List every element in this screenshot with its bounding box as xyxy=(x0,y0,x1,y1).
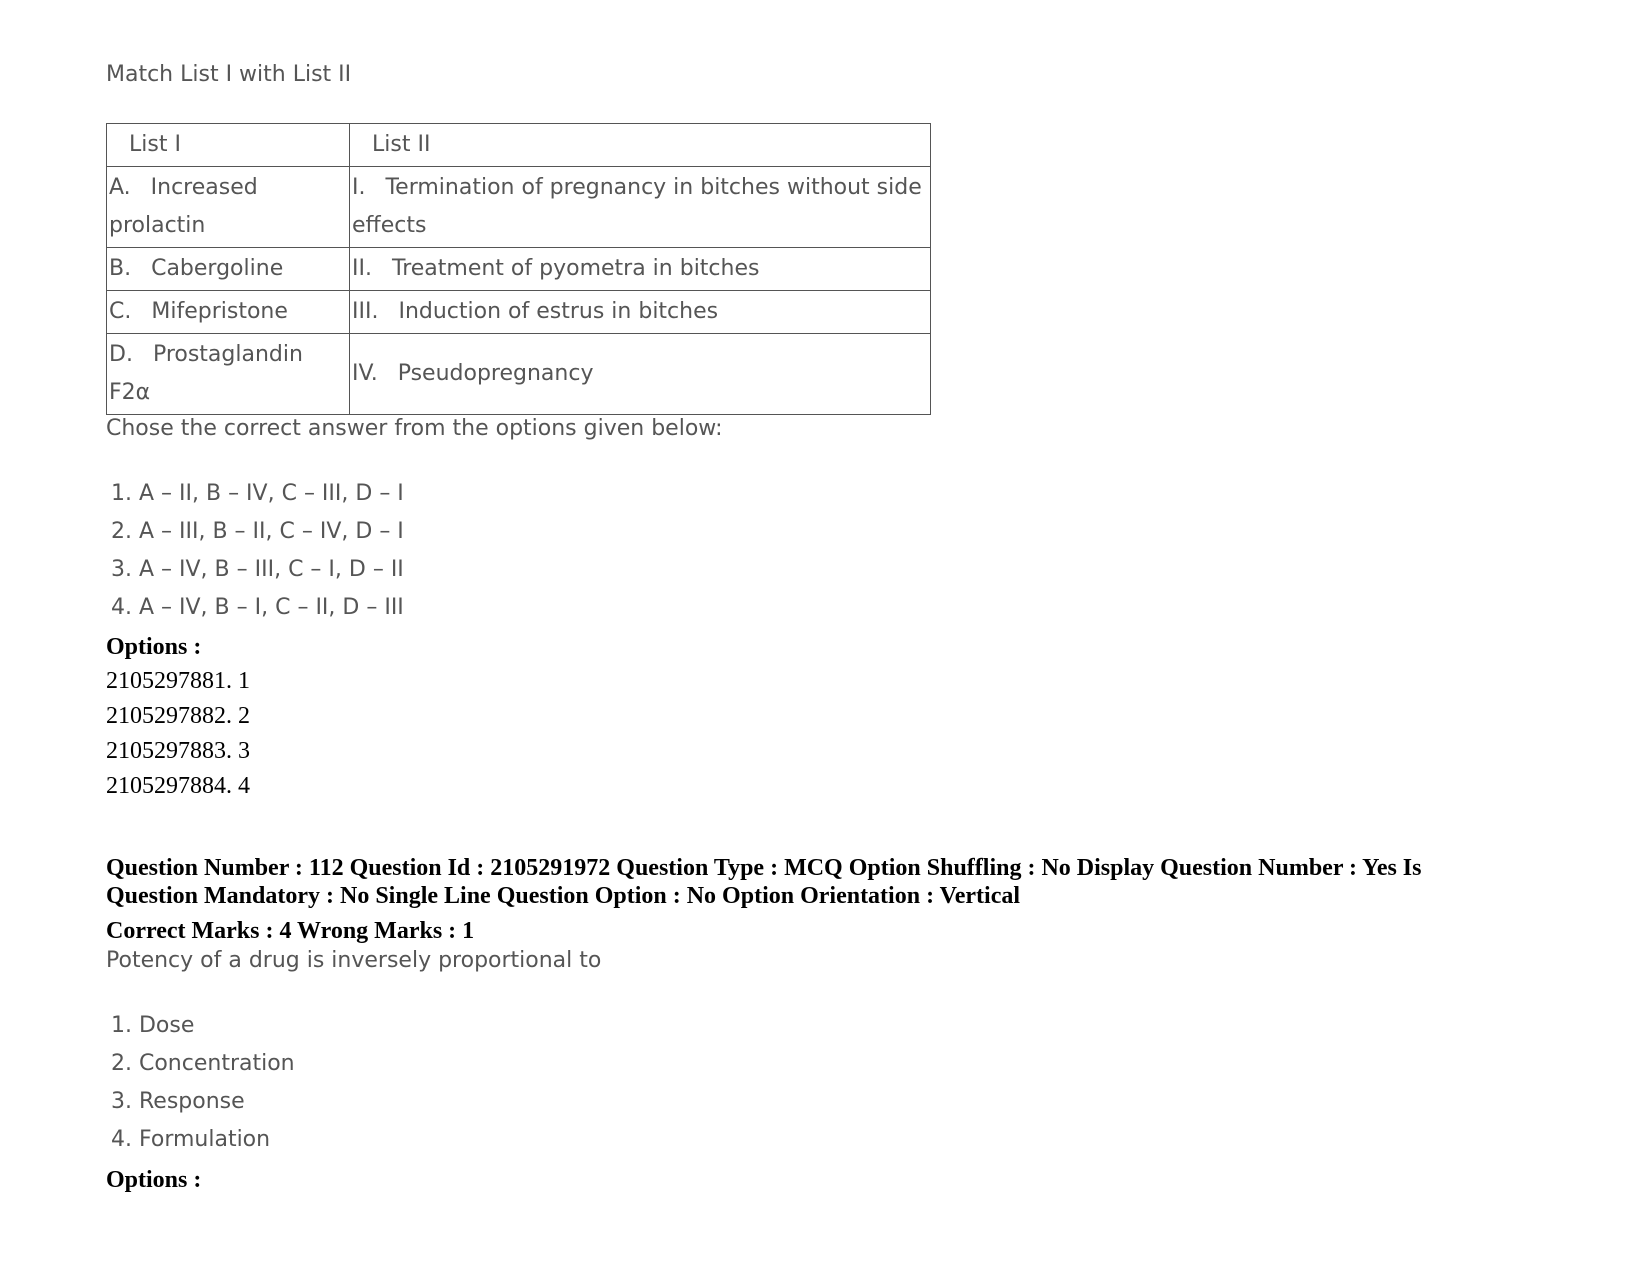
item-label: B. xyxy=(109,256,132,281)
item-text: Pseudopregnancy xyxy=(397,361,594,386)
list-1-cell xyxy=(107,248,350,291)
item-text: Mifepristone xyxy=(151,299,288,324)
list-2-cell xyxy=(350,167,931,248)
question-intro: Match List I with List II xyxy=(106,62,352,87)
item-label: C. xyxy=(109,299,132,324)
options-heading: Options : xyxy=(106,1167,202,1193)
list-item: 4. A – IV, B – I, C – II, D – III xyxy=(111,595,404,620)
table-row xyxy=(107,167,931,248)
header-list-2: List II xyxy=(350,124,931,167)
item-label: I. xyxy=(352,175,366,200)
list-2-cell xyxy=(350,291,931,334)
answer-choice-list xyxy=(111,475,404,627)
list-item: 2105297884. 4 xyxy=(106,773,250,799)
header-list-1: List I xyxy=(107,124,350,167)
list-2-cell xyxy=(350,334,931,415)
table-row xyxy=(107,248,931,291)
table-row xyxy=(107,334,931,415)
answer-instruction: Chose the correct answer from the options given below: xyxy=(106,416,723,441)
list-item: 1. Dose xyxy=(111,1013,195,1038)
item-label: A. xyxy=(109,175,131,200)
list-1-cell xyxy=(107,334,350,415)
item-text: Termination of pregnancy in bitches without side effects xyxy=(352,175,922,238)
list-item: 2. Concentration xyxy=(111,1051,295,1076)
item-text: Induction of estrus in bitches xyxy=(398,299,719,324)
question-meta-line-2: Question Mandatory : No Single Line Question Option : No Option Orientation : Vertical xyxy=(106,883,1021,909)
item-text: Cabergoline xyxy=(151,256,284,281)
list-item: 2105297881. 1 xyxy=(106,668,250,694)
item-label: IV. xyxy=(352,361,378,386)
match-table xyxy=(106,123,931,415)
list-item: 1. A – II, B – IV, C – III, D – I xyxy=(111,481,404,506)
list-item: 2105297883. 3 xyxy=(106,738,250,764)
item-text: Prostaglandin F2α xyxy=(109,342,303,405)
list-item: 3. A – IV, B – III, C – I, D – II xyxy=(111,557,404,582)
option-id-list xyxy=(106,664,250,804)
options-heading: Options : xyxy=(106,634,202,660)
table-row xyxy=(107,291,931,334)
item-label: D. xyxy=(109,342,133,367)
list-item: 2105297882. 2 xyxy=(106,703,250,729)
list-1-cell xyxy=(107,167,350,248)
answer-choice-list xyxy=(111,1007,295,1159)
question-meta-line-1: Question Number : 112 Question Id : 2105291972 Question Type : MCQ Option Shuffling : No Display Question Number : Yes Is xyxy=(106,855,1422,881)
table-header-row xyxy=(107,124,931,167)
item-text: Increased prolactin xyxy=(109,175,258,238)
item-label: II. xyxy=(352,256,372,281)
list-2-cell xyxy=(350,248,931,291)
list-1-cell xyxy=(107,291,350,334)
item-label: III. xyxy=(352,299,379,324)
list-item: 4. Formulation xyxy=(111,1127,271,1152)
question-marks: Correct Marks : 4 Wrong Marks : 1 xyxy=(106,918,475,944)
item-text: Treatment of pyometra in bitches xyxy=(391,256,760,281)
question-text: Potency of a drug is inversely proportional to xyxy=(106,948,602,973)
list-item: 3. Response xyxy=(111,1089,245,1114)
list-item: 2. A – III, B – II, C – IV, D – I xyxy=(111,519,404,544)
